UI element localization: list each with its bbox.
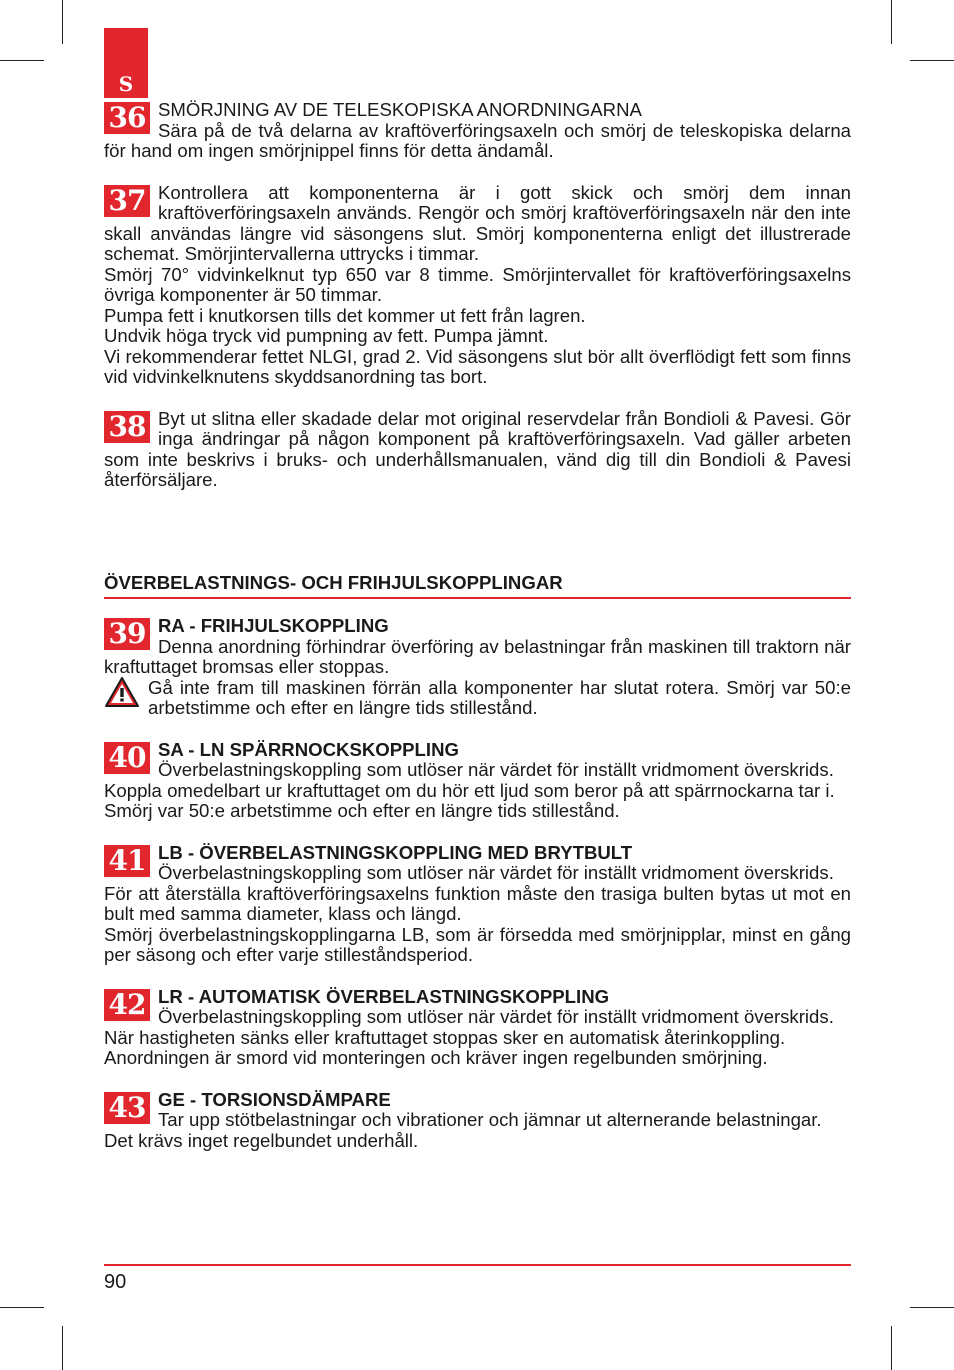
warning-triangle-icon	[104, 676, 140, 708]
section-title: RA - FRIHJULSKOPPLING	[158, 615, 389, 636]
section-paragraph: Byt ut slitna eller skadade delar mot original reservdelar från Bondioli & Pavesi. Gör inga ändringar på någon komponent på kraftöverföringsaxeln. Vad gäller arbeten som inte beskrivs i bruks- och underhållsmanualen, vänd dig till din Bondioli & Pavesi återförsäljare.	[104, 407, 851, 490]
crop-mark	[62, 0, 63, 44]
crop-mark	[891, 0, 892, 44]
section-43	[104, 1090, 851, 1152]
section-paragraph: Undvik höga tryck vid pumpning av fett. Pumpa jämnt.	[104, 325, 549, 346]
crop-mark	[62, 1326, 63, 1370]
warning-text: Gå inte fram till maskinen förrän alla komponenter har slutat rotera. Smörj var 50:e arbetstimme och efter en längre tids stillestånd.	[148, 676, 851, 718]
section-paragraph: Överbelastningskoppling som utlöser när värdet för inställt vridmoment överskrids.	[158, 759, 834, 780]
footer-divider	[104, 1264, 851, 1266]
crop-mark	[0, 60, 44, 61]
section-number: 37	[104, 185, 150, 217]
section-number: 39	[104, 618, 150, 650]
section-39	[104, 616, 851, 719]
crop-mark	[910, 60, 954, 61]
section-title: LR - AUTOMATISK ÖVERBELASTNINGSKOPPLING	[158, 985, 610, 1007]
section-paragraph: Anordningen är smord vid monteringen och kräver ingen regelbunden smörjning.	[104, 1047, 768, 1068]
section-paragraph: Överbelastningskoppling som utlöser när värdet för inställt vridmoment överskrids.	[158, 1006, 834, 1027]
language-tab	[104, 28, 148, 98]
section-paragraph: Smörj överbelastningskopplingarna LB, som är försedda med smörjnipplar, minst en gång per säsong och efter varje stilleståndsperiod.	[104, 923, 851, 965]
crop-mark	[891, 1326, 892, 1370]
section-number: 43	[104, 1092, 150, 1124]
section-title: SMÖRJNING AV DE TELESKOPISKA ANORDNINGARNA	[158, 99, 642, 120]
section-paragraph: Kontrollera att komponenterna är i gott skick och smörj dem innan kraftöverföringsaxeln används. Rengör och smörj kraftöverföringsaxeln när den inte skall användas längre vid säsongens slut. Smörj komponenterna enligt det illustrerade schemat. Smörjintervallerna uttrycks i timmar.	[104, 181, 851, 264]
section-paragraph: För att återställa kraftöverföringsaxelns funktion måste den trasiga bulten bytas ut mot en bult med samma diameter, klass och längd.	[104, 882, 851, 924]
crop-mark	[0, 1307, 44, 1308]
language-tab-label: S	[118, 72, 134, 96]
section-paragraph: Denna anordning förhindrar överföring av belastningar från maskinen till traktorn när kraftuttaget bromsas eller stoppas.	[104, 635, 851, 677]
section-37	[104, 183, 851, 388]
page-content	[104, 100, 851, 1151]
section-number: 42	[104, 989, 150, 1021]
section-paragraph: Det krävs inget regelbundet underhåll.	[104, 1129, 419, 1151]
section-title: LB - ÖVERBELASTNINGSKOPPLING MED BRYTBULT	[158, 841, 633, 863]
section-36	[104, 100, 851, 162]
section-paragraph: Överbelastningskoppling som utlöser när värdet för inställt vridmoment överskrids.	[158, 862, 834, 883]
section-paragraph: Smörj 70° vidvinkelknut typ 650 var 8 timme. Smörjintervallet för kraftöverföringsaxelns övriga komponenter är 50 timmar.	[104, 263, 851, 305]
section-number: 38	[104, 411, 150, 443]
section-paragraph: Vi rekommenderar fettet NLGI, grad 2. Vid säsongens slut bör allt överflödigt fett som finns vid vidvinkelknutens skyddsanordning tas bort.	[104, 345, 851, 387]
section-title: GE - TORSIONSDÄMPARE	[158, 1088, 391, 1110]
section-41	[104, 843, 851, 966]
crop-mark	[910, 1307, 954, 1308]
section-40	[104, 740, 851, 822]
section-paragraph: Tar upp stötbelastningar och vibrationer och jämnar ut alternerande belastningar.	[158, 1109, 822, 1130]
section-number: 36	[104, 102, 150, 134]
section-paragraph: När hastigheten sänks eller kraftuttaget stoppas sker en automatisk återinkoppling.	[104, 1026, 786, 1048]
warning-note	[104, 678, 851, 719]
section-number: 41	[104, 845, 150, 877]
section-number: 40	[104, 742, 150, 774]
section-paragraph: Pumpa fett i knutkorsen tills det kommer ut fett från lagren.	[104, 304, 586, 326]
section-42	[104, 987, 851, 1069]
section-paragraph: Sära på de två delarna av kraftöverföringsaxeln och smörj de teleskopiska delarna för hand om ingen smörjnippel finns för detta ändamål.	[104, 119, 851, 161]
section-paragraph: Koppla omedelbart ur kraftuttaget om du hör ett ljud som beror på att spärrnockarna tar i.	[104, 779, 835, 801]
section-paragraph: Smörj var 50:e arbetstimme och efter en längre tids stillestånd.	[104, 800, 620, 821]
main-section-title: ÖVERBELASTNINGS- OCH FRIHJULSKOPPLINGAR	[104, 573, 851, 600]
section-title: SA - LN SPÄRRNOCKSKOPPLING	[158, 738, 459, 760]
section-38	[104, 409, 851, 491]
page-number: 90	[104, 1271, 127, 1293]
